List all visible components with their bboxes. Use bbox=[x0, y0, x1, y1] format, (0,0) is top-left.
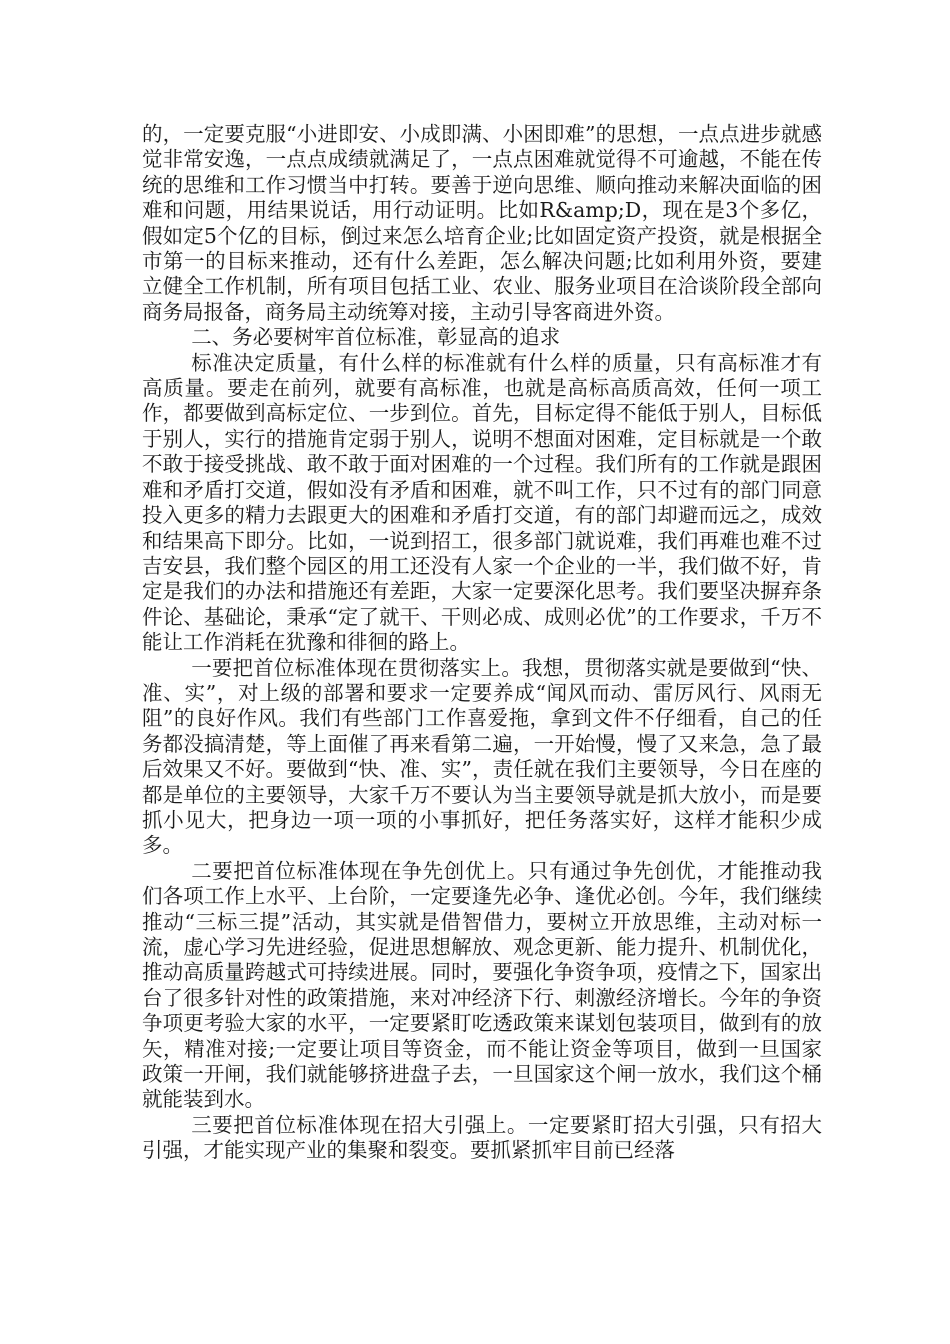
paragraph-investment: 三要把首位标准体现在招大引强上。一定要紧盯招大引强，只有招大引强，才能实现产业的集聚和裂变。要抓紧抓牢目前已经落 bbox=[142, 1112, 822, 1163]
section-heading: 二、务必要树牢首位标准，彰显高的追求 bbox=[191, 325, 561, 350]
paragraph-standards: 标准决定质量，有什么样的标准就有什么样的质量，只有高标准才有高质量。要走在前列，就要有高标准，也就是高标高质高效，任何一项工作，都要做到高标定位、一步到位。首先，目标定得不能低于别人，目标低于别人，实行的措施肯定弱于别人，说明不想面对困难，定目标就是一个敢不敢于接受挑战、敢不敢于面对困难的一个过程。我们所有的工作就是跟困难和矛盾打交道，假如没有矛盾和困难，就不叫工作，只不过有的部门同意投入更多的精力去跟更大的困难和矛盾打交道，有的部门却避而远之，成效和结果高下即分。比如，一说到招工，很多部门就说难，我们再难也难不过吉安县，我们整个园区的用工还没有人家一个企业的一半，我们做不好，肯定是我们的办法和措施还有差距，大家一定要深化思考。我们要坚决摒弃条件论、基础论，秉承“定了就干、干则必成、成则必优”的工作要求，千万不能让工作消耗在犹豫和徘徊的路上。 bbox=[142, 350, 822, 655]
document-body bbox=[142, 122, 822, 1164]
paragraph-continuation: 的，一定要克服“小进即安、小成即满、小困即难”的思想，一点点进步就感觉非常安逸，一点点成绩就满足了，一点点困难就觉得不可逾越，不能在传统的思维和工作习惯当中打转。要善于逆向思维、顺向推动来解决面临的困难和问题，用结果说话，用行动证明。比如R&amp;D，现在是3个多亿，假如定5个亿的目标，倒过来怎么培育企业;比如固定资产投资，就是根据全市第一的目标来推动，还有什么差距，怎么解决问题;比如利用外资，要建立健全工作机制，所有项目包括工业、农业、服务业项目在洽谈阶段全部向商务局报备，商务局主动统筹对接，主动引导客商进外资。 bbox=[142, 122, 822, 324]
paragraph-excellence: 二要把首位标准体现在争先创优上。只有通过争先创优，才能推动我们各项工作上水平、上台阶，一定要逢先必争、逢优必创。今年，我们继续推动“三标三提”活动，其实就是借智借力，要树立开放思维，主动对标一流，虚心学习先进经验，促进思想解放、观念更新、能力提升、机制优化，推动高质量跨越式可持续进展。同时，要强化争资争项，疫情之下，国家出台了很多针对性的政策措施，来对冲经济下行、刺激经济增长。今年的争资争项更考验大家的水平，一定要紧盯吃透政策来谋划包装项目，做到有的放矢，精准对接;一定要让项目等资金，而不能让资金等项目，做到一旦国家政策一开闸，我们就能够挤进盘子去，一旦国家这个闸一放水，我们这个桶就能装到水。 bbox=[142, 858, 822, 1112]
paragraph-implementation: 一要把首位标准体现在贯彻落实上。我想，贯彻落实就是要做到“快、准、实”，对上级的部署和要求一定要养成“闻风而动、雷厉风行、风雨无阻”的良好作风。我们有些部门工作喜爱拖，拿到文件不仔细看，自己的任务都没搞清楚，等上面催了再来看第二遍，一开始慢，慢了又来急，急了最后效果又不好。要做到“快、准、实”，责任就在我们主要领导，今日在座的都是单位的主要领导，大家千万不要认为当主要领导就是抓大放小，而是要抓小见大，把身边一项一项的小事抓好，把任务落实好，这样才能积少成多。 bbox=[142, 655, 822, 858]
